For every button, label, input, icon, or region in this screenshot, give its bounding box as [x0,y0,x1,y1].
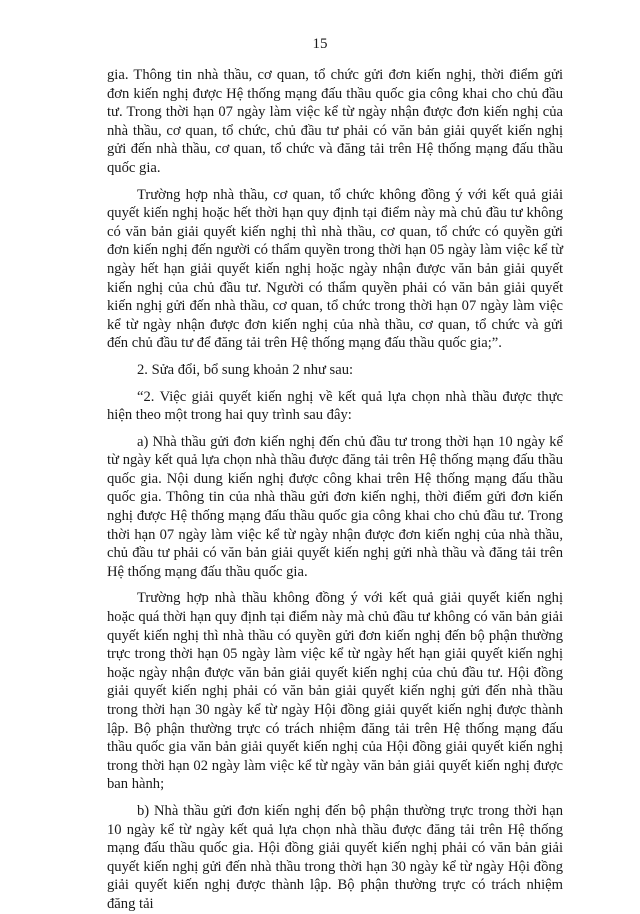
paragraph-point-b: b) Nhà thầu gửi đơn kiến nghị đến bộ phận thường trực trong thời hạn 10 ngày kể từ ngày kết quả lựa chọn nhà thầu được đăng tải trên Hệ thống mạng đấu thầu quốc gia. Hội đồng giải quyết kiến nghị phải có văn bản giải quyết kiến nghị gửi đến nhà thầu trong thời hạn 30 ngày kể từ ngày Hội đồng giải quyết kiến nghị được thành lập. Bộ phận thường trực có trách nhiệm đăng tải [107,802,563,912]
paragraph-point-a-disagreement: Trường hợp nhà thầu không đồng ý với kết quả giải quyết kiến nghị hoặc quá thời hạn quy định tại điểm này mà chủ đầu tư không có văn bản giải quyết kiến nghị thì nhà thầu có quyền gửi đơn kiến nghị đến bộ phận thường trực trong thời hạn 05 ngày làm việc kể từ ngày hết hạn giải quyết kiến nghị hoặc ngày nhận được văn bản giải quyết kiến nghị của chủ đầu tư. Hội đồng giải quyết kiến nghị phải có văn bản giải quyết kiến nghị gửi đến nhà thầu trong thời hạn 30 ngày kể từ ngày Hội đồng giải quyết kiến nghị được thành lập. Bộ phận thường trực có trách nhiệm đăng tải trên Hệ thống mạng đấu thầu quốc gia văn bản giải quyết kiến nghị của Hội đồng giải quyết kiến nghị trong thời hạn 02 ngày làm việc kể từ ngày văn bản giải quyết kiến nghị được ban hành; [107,590,563,793]
document-body [107,66,563,914]
paragraph-clause-2: “2. Việc giải quyết kiến nghị về kết quả lựa chọn nhà thầu được thực hiện theo một trong hai quy trình sau đây: [107,388,563,424]
paragraph-point-a: a) Nhà thầu gửi đơn kiến nghị đến chủ đầu tư trong thời hạn 10 ngày kể từ ngày kết quả lựa chọn nhà thầu được đăng tải trên Hệ thống mạng đấu thầu quốc gia. Nội dung kiến nghị được công khai trên Hệ thống mạng đấu thầu quốc gia. Thông tin của nhà thầu gửi đơn kiến nghị, thời điểm gửi đơn kiến nghị được Hệ thống mạng đấu thầu quốc gia công khai cho chủ đầu tư. Trong thời hạn 07 ngày làm việc kể từ ngày nhận được đơn kiến nghị của nhà thầu, chủ đầu tư phải có văn bản giải quyết kiến nghị gửi nhà thầu và đăng tải trên Hệ thống mạng đấu thầu quốc gia. [107,433,563,580]
paragraph-continuation: gia. Thông tin nhà thầu, cơ quan, tổ chức gửi đơn kiến nghị, thời điểm gửi đơn kiến nghị được Hệ thống mạng đấu thầu quốc gia công khai cho chủ đầu tư. Trong thời hạn 07 ngày làm việc kể từ ngày nhận được đơn kiến nghị của nhà thầu, cơ quan, tổ chức, chủ đầu tư phải có văn bản giải quyết kiến nghị gửi đến nhà thầu, cơ quan, tổ chức và đăng tải trên Hệ thống mạng đấu thầu quốc gia. [107,67,563,176]
page-number: 15 [312,36,328,52]
paragraph-disagreement-case: Trường hợp nhà thầu, cơ quan, tổ chức không đồng ý với kết quả giải quyết kiến nghị hoặc hết thời hạn quy định tại điểm này mà chủ đầu tư không có văn bản giải quyết kiến nghị thì nhà thầu, cơ quan, tổ chức có quyền gửi đơn kiến nghị đến người có thẩm quyền trong thời hạn 05 ngày làm việc kể từ ngày hết hạn giải quyết kiến nghị hoặc ngày nhận được văn bản giải quyết kiến nghị của chủ đầu tư. Người có thẩm quyền phải có văn bản giải quyết kiến nghị gửi đến nhà thầu, cơ quan, tổ chức trong thời hạn 07 ngày làm việc kể từ ngày nhận được đơn kiến nghị của nhà thầu, cơ quan, tổ chức và gửi đến chủ đầu tư để đăng tải trên Hệ thống mạng đấu thầu quốc gia;”. [107,186,563,352]
paragraph-amendment-heading: 2. Sửa đổi, bổ sung khoản 2 như sau: [137,361,354,378]
